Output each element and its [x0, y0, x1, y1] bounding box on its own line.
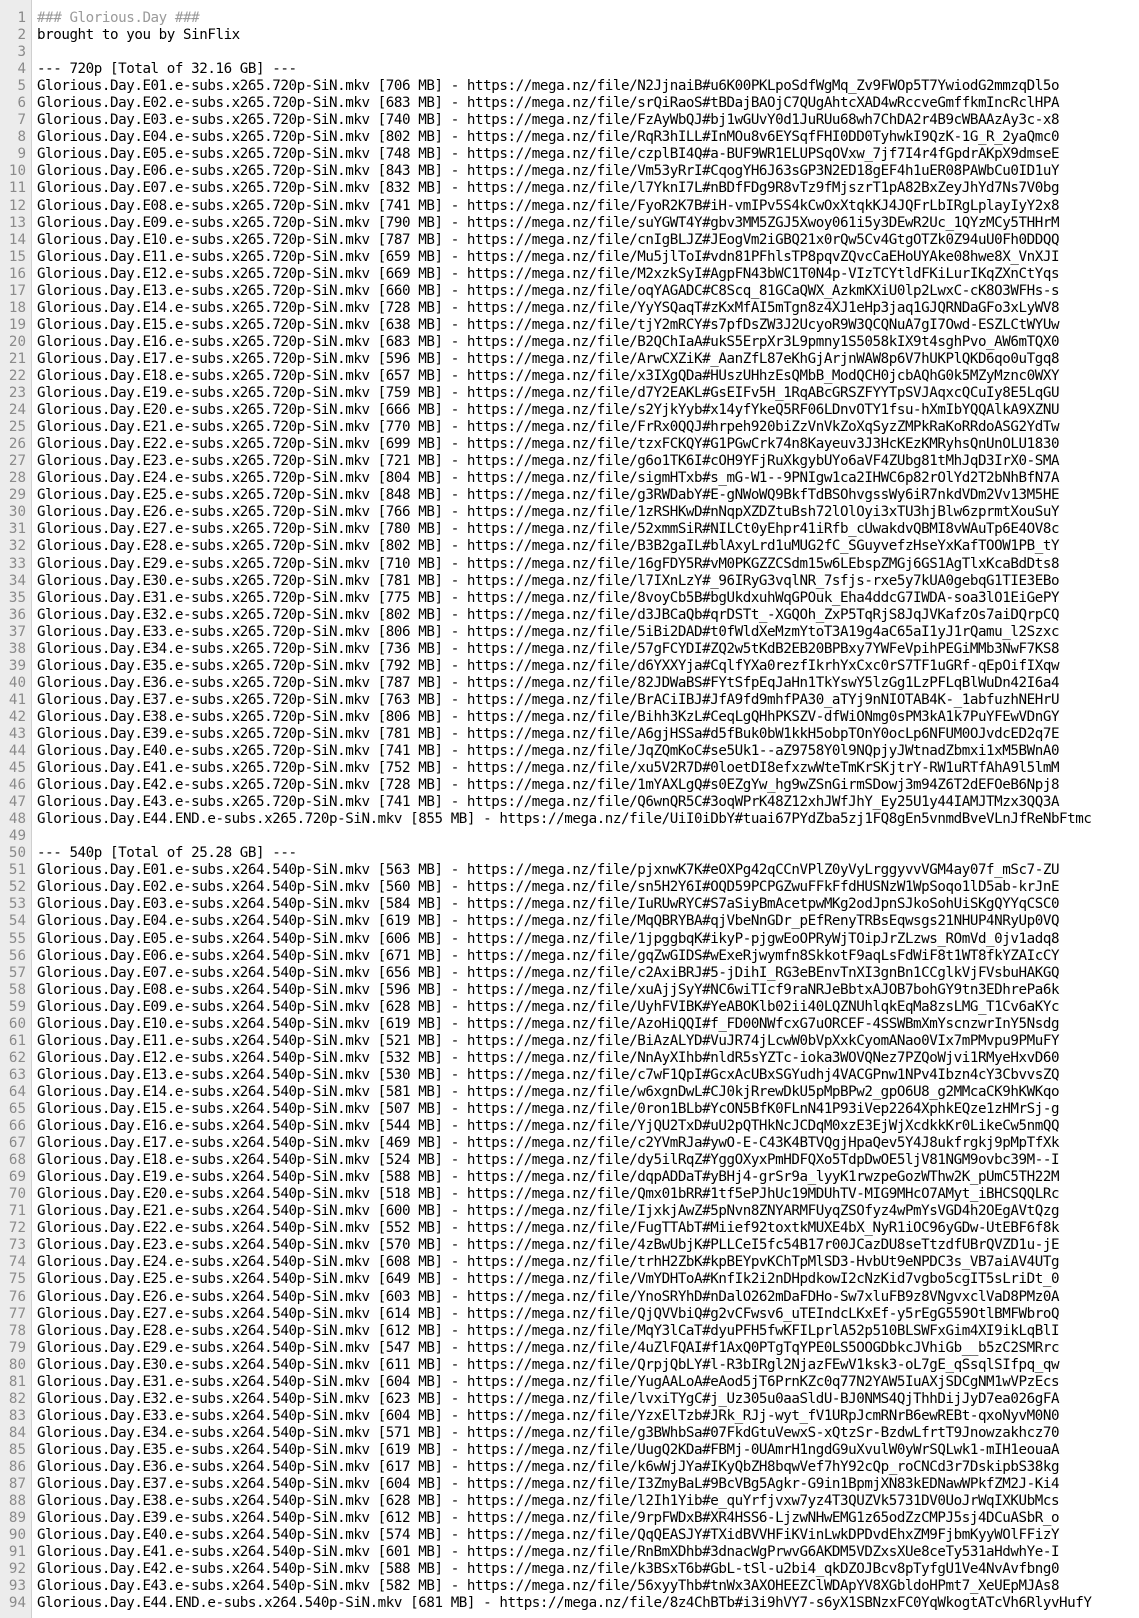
line-number: 13 — [8, 214, 26, 231]
line-number: 37 — [8, 623, 26, 640]
text-line — [0, 1152, 1139, 1169]
line-number: 75 — [8, 1271, 26, 1288]
line-text: Glorious.Day.E22.e-subs.x265.720p-SiN.mkv [699 MB] - https://mega.nz/file/tzxFCKQY#G1PGwCrk74n8Kayeuv3J3HcKEzKMRyhsQnUnOLU1830 — [37, 436, 1060, 453]
text-line — [0, 538, 1139, 555]
line-text: Glorious.Day.E27.e-subs.x264.540p-SiN.mkv [614 MB] - https://mega.nz/file/QjQVVbiQ#g2vCFwsv6_uTEIndcLKxEf-y5rEgG559OtlBMFWbroQ — [37, 1305, 1060, 1322]
line-text: Glorious.Day.E14.e-subs.x264.540p-SiN.mkv [581 MB] - https://mega.nz/file/w6xgnDwL#CJ0kjRrewDkU5pMpBPw2_gpO6U8_g2MMcaCK9hKWKqo — [37, 1083, 1060, 1100]
line-number: 3 — [17, 44, 26, 61]
line-text: Glorious.Day.E43.e-subs.x265.720p-SiN.mkv [741 MB] - https://mega.nz/file/Q6wnQR5C#3oqWPrK48Z12xhJWfJhY_Ey25U1y44IAMJTMzx3QQ3A — [37, 794, 1060, 811]
text-line — [0, 61, 1139, 78]
text-line — [0, 1050, 1139, 1067]
line-number: 22 — [8, 367, 26, 384]
line-text: Glorious.Day.E11.e-subs.x264.540p-SiN.mkv [521 MB] - https://mega.nz/file/BiAzALYD#VuJR74jLcwW0bVpXxkCyomANao0VIx7mPMvpu9PMuFY — [37, 1032, 1060, 1049]
line-number: 78 — [8, 1322, 26, 1339]
line-number: 32 — [8, 538, 26, 555]
line-number: 48 — [8, 811, 26, 828]
text-line — [0, 334, 1139, 351]
line-text: Glorious.Day.E10.e-subs.x265.720p-SiN.mkv [787 MB] - https://mega.nz/file/cnIgBLJZ#JEogVm2iGBQ21x0rQw5Cv4GtgOTZk0Z94uU0Fh0DDQQ — [37, 231, 1060, 248]
line-number: 84 — [8, 1424, 26, 1441]
line-text: Glorious.Day.E31.e-subs.x264.540p-SiN.mkv [604 MB] - https://mega.nz/file/YugAALoA#eAod5jT6PrnKZc0q77N2YAW5IuAXjSDCgNM1wVPzEcs — [37, 1373, 1060, 1390]
text-line — [0, 879, 1139, 896]
line-number: 54 — [8, 913, 26, 930]
text-line — [0, 760, 1139, 777]
line-text: Glorious.Day.E15.e-subs.x265.720p-SiN.mkv [638 MB] - https://mega.nz/file/tjY2mRCY#s7pfDsZW3J2UcyoR9W3QCQNuA7gI7Owd-ESZLCtWYUw — [37, 316, 1060, 333]
text-line — [0, 1237, 1139, 1254]
line-number: 81 — [8, 1373, 26, 1390]
line-text: Glorious.Day.E44.END.e-subs.x265.720p-SiN.mkv [855 MB] - https://mega.nz/file/UiI0iDbY#tuai67PYdZba5zj1FQ8gEn5vnmdBveVLnJfReNbFtmc — [37, 811, 1092, 828]
text-line — [0, 913, 1139, 930]
text-line — [0, 982, 1139, 999]
text-line — [0, 95, 1139, 112]
line-text: ### Glorious.Day ### — [37, 10, 200, 26]
line-number: 91 — [8, 1544, 26, 1561]
text-line — [0, 1323, 1139, 1340]
text-line — [0, 402, 1139, 419]
line-number: 29 — [8, 487, 26, 504]
text-line — [0, 436, 1139, 453]
text-line — [0, 1544, 1139, 1561]
line-number: 52 — [8, 879, 26, 896]
line-text: Glorious.Day.E31.e-subs.x265.720p-SiN.mkv [775 MB] - https://mega.nz/file/8voyCb5B#bgUkdxuhWqGPOuk_Eha4ddcG7IWDA-soa3lO1EiGePY — [37, 589, 1060, 606]
line-number: 15 — [8, 248, 26, 265]
line-number: 61 — [8, 1032, 26, 1049]
line-text: Glorious.Day.E33.e-subs.x265.720p-SiN.mkv [806 MB] - https://mega.nz/file/5iBi2DAD#t0fWldXeMzmYtoT3A19g4aC65aI1yJ1rQamu_l2Szxc — [37, 623, 1060, 640]
line-number: 93 — [8, 1578, 26, 1595]
line-number: 50 — [8, 845, 26, 862]
line-number: 25 — [8, 419, 26, 436]
line-number: 76 — [8, 1288, 26, 1305]
line-number: 60 — [8, 1015, 26, 1032]
line-text: Glorious.Day.E20.e-subs.x264.540p-SiN.mkv [518 MB] - https://mega.nz/file/Qmx01bRR#1tf5ePJhUc19MDUhTV-MIG9MHcO7AMyt_iBHCSQQLRc — [37, 1186, 1060, 1203]
line-number: 42 — [8, 708, 26, 725]
line-text: Glorious.Day.E35.e-subs.x265.720p-SiN.mkv [792 MB] - https://mega.nz/file/d6YXXYja#CqlfYXa0rezfIkrhYxCxc0rS7TF1uGRf-qEpOifIXqw — [37, 657, 1060, 674]
line-text: Glorious.Day.E37.e-subs.x265.720p-SiN.mkv [763 MB] - https://mega.nz/file/BrACiIBJ#JfA9fd9mhfPA30_aTYj9nNIOTAB4K-_1abfuzhNEHrU — [37, 691, 1060, 708]
line-number: 92 — [8, 1561, 26, 1578]
text-line — [0, 1016, 1139, 1033]
text-line — [0, 777, 1139, 794]
line-number: 74 — [8, 1254, 26, 1271]
text-line — [0, 453, 1139, 470]
line-number: 44 — [8, 743, 26, 760]
line-number: 17 — [8, 282, 26, 299]
text-line — [0, 1578, 1139, 1595]
text-line — [0, 44, 1139, 61]
line-text: Glorious.Day.E28.e-subs.x265.720p-SiN.mkv [802 MB] - https://mega.nz/file/B3B2gaIL#blAxyLrd1uMUG2fC_SGuyvefzHseYxKafTOOW1PB_tY — [37, 538, 1060, 555]
line-text: Glorious.Day.E42.e-subs.x264.540p-SiN.mkv [588 MB] - https://mega.nz/file/k3BSxT6b#GbL-tSl-u2bi4_qkDZOJBcv8pTyfgU1Ve4NvAvfbng0 — [37, 1561, 1060, 1578]
line-number: 6 — [17, 95, 26, 112]
text-line — [0, 521, 1139, 538]
text-line — [0, 862, 1139, 879]
text-line — [0, 845, 1139, 862]
text-line — [0, 573, 1139, 590]
line-number: 7 — [17, 112, 26, 129]
text-line — [0, 1203, 1139, 1220]
text-line — [0, 283, 1139, 300]
line-text: Glorious.Day.E30.e-subs.x264.540p-SiN.mkv [611 MB] - https://mega.nz/file/QrpjQbLY#l-R3bIRgl2NjazFEwV1ksk3-oL7gE_qSsqlSIfpq_qw — [37, 1356, 1060, 1373]
line-number: 19 — [8, 316, 26, 333]
line-text: Glorious.Day.E26.e-subs.x264.540p-SiN.mkv [603 MB] - https://mega.nz/file/YnoSRYhD#nDalO262mDaFDHo-Sw7xluFB9z8VNgvxclVaD8PMz0A — [37, 1288, 1060, 1305]
line-number: 21 — [8, 350, 26, 367]
line-number: 67 — [8, 1135, 26, 1152]
line-text: Glorious.Day.E30.e-subs.x265.720p-SiN.mkv [781 MB] - https://mega.nz/file/l7IXnLzY#_96IRyG3vqlNR_7sfjs-rxe5y7kUA0gebqG1TIE3EBo — [37, 572, 1060, 589]
text-line — [0, 1493, 1139, 1510]
line-text: Glorious.Day.E20.e-subs.x265.720p-SiN.mkv [666 MB] - https://mega.nz/file/s2YjkYyb#x14yfYkeQ5RF06LDnvOTY1fsu-hXmIbYQQAlkA9XZNU — [37, 402, 1060, 419]
line-text: Glorious.Day.E19.e-subs.x265.720p-SiN.mkv [759 MB] - https://mega.nz/file/d7Y2EAKL#GsEIFv5H_1RqABcGRSZFYYTpSVJAqxcQCuIy8E5LqGU — [37, 385, 1060, 402]
line-number: 45 — [8, 760, 26, 777]
text-line — [0, 198, 1139, 215]
line-text: Glorious.Day.E38.e-subs.x265.720p-SiN.mkv [806 MB] - https://mega.nz/file/Bihh3KzL#CeqLgQHhPKSZV-dfWiONmg0sPM3kA1k7PuYFEwVDnGY — [37, 708, 1060, 725]
text-line — [0, 487, 1139, 504]
line-number: 38 — [8, 640, 26, 657]
line-number: 2 — [17, 27, 26, 44]
line-text: Glorious.Day.E33.e-subs.x264.540p-SiN.mkv [604 MB] - https://mega.nz/file/YzxElTzb#JRk_RJj-wyt_fV1URpJcmRNrB6ewREBt-qxoNyvM0N0 — [37, 1407, 1060, 1424]
text-line — [0, 1289, 1139, 1306]
text-line — [0, 1033, 1139, 1050]
text-line — [0, 266, 1139, 283]
line-text: Glorious.Day.E09.e-subs.x264.540p-SiN.mkv [628 MB] - https://mega.nz/file/UyhFVIBK#YeABOKlb02ii40LQZNUhlqkEqMa8zsLMG_T1Cv6aKYc — [37, 998, 1060, 1015]
line-text: Glorious.Day.E11.e-subs.x265.720p-SiN.mkv [659 MB] - https://mega.nz/file/Mu5jlToI#vdn81PFhlsTP8pqvZQvcCaEHoUYAke08hwe8X_VnXJI — [37, 248, 1060, 265]
line-number: 83 — [8, 1407, 26, 1424]
line-text: Glorious.Day.E16.e-subs.x265.720p-SiN.mkv [683 MB] - https://mega.nz/file/B2QChIaA#ukS5ErpXr3L9pmny1S5058kIX9t4sghPvo_AW6mTQX0 — [37, 333, 1060, 350]
line-text: Glorious.Day.E01.e-subs.x264.540p-SiN.mkv [563 MB] - https://mega.nz/file/pjxnwK7K#eOXPg42qCCnVPlZ0yVyLrggyvvVGM4ay07f_mSc7-ZU — [37, 862, 1060, 879]
text-line — [0, 215, 1139, 232]
text-line — [0, 965, 1139, 982]
line-text: Glorious.Day.E41.e-subs.x264.540p-SiN.mkv [601 MB] - https://mega.nz/file/RnBmXDhb#3dnacWgPrwvG6AKDM5VDZxsXUe8ceTy531aHdwhYe-I — [37, 1544, 1060, 1561]
line-number: 73 — [8, 1237, 26, 1254]
line-text: Glorious.Day.E08.e-subs.x264.540p-SiN.mkv [596 MB] - https://mega.nz/file/xuAjjSyY#NC6wiTIcf9raNRJeBbtxAJOB7bohGY9tn3EDhrePa6k — [37, 981, 1060, 998]
line-number: 35 — [8, 589, 26, 606]
text-line — [0, 1408, 1139, 1425]
line-number: 64 — [8, 1083, 26, 1100]
text-line — [0, 624, 1139, 641]
line-text: Glorious.Day.E09.e-subs.x265.720p-SiN.mkv [790 MB] - https://mega.nz/file/suYGWT4Y#gbv3MM5ZGJ5Xwoy061i5y3DEwR2Uc_1QYzMCy5THHrM — [37, 214, 1060, 231]
line-text: Glorious.Day.E28.e-subs.x264.540p-SiN.mkv [612 MB] - https://mega.nz/file/MqY3lCaT#dyuPFH5fwKFILprlA52p510BLSWFxGim4XI9ikLqBlI — [37, 1322, 1060, 1339]
text-line — [0, 27, 1139, 44]
line-number: 4 — [17, 61, 26, 78]
text-line — [0, 180, 1139, 197]
text-line — [0, 1442, 1139, 1459]
line-text: Glorious.Day.E41.e-subs.x265.720p-SiN.mkv [752 MB] - https://mega.nz/file/xu5V2R7D#0loetDI8efxzwWteTmKrSKjtrY-RW1uRTfAhA9l5lmM — [37, 760, 1060, 777]
line-number: 20 — [8, 333, 26, 350]
text-line — [0, 1135, 1139, 1152]
text-line — [0, 504, 1139, 521]
line-number: 66 — [8, 1118, 26, 1135]
line-text: Glorious.Day.E06.e-subs.x265.720p-SiN.mkv [843 MB] - https://mega.nz/file/Vm53yRrI#CqogYH6J63sGP3N2ED18gEF4h1uER08PAWbCu0ID1uY — [37, 163, 1060, 180]
line-number: 40 — [8, 674, 26, 691]
text-line — [0, 1561, 1139, 1578]
line-text: Glorious.Day.E07.e-subs.x264.540p-SiN.mkv [656 MB] - https://mega.nz/file/c2AxiBRJ#5-jDihI_RG3eBEnvTnXI3gnBn1CCglkVjFVsbuHAKGQ — [37, 964, 1060, 981]
line-text: Glorious.Day.E13.e-subs.x265.720p-SiN.mkv [660 MB] - https://mega.nz/file/oqYAGADC#C8Scq_81GCaQWX_AzkmKXiU0lp2LwxC-cK8O3WFHs-s — [37, 282, 1060, 299]
line-text: Glorious.Day.E43.e-subs.x264.540p-SiN.mkv [582 MB] - https://mega.nz/file/56xyyThb#tnWx3AXOHEEZClWDApYV8XGbldoHPmt7_XeUEpMJAs8 — [37, 1578, 1060, 1595]
line-number: 18 — [8, 299, 26, 316]
text-line — [0, 675, 1139, 692]
text-line — [0, 931, 1139, 948]
line-number: 56 — [8, 947, 26, 964]
line-number: 36 — [8, 606, 26, 623]
text-line — [0, 112, 1139, 129]
text-line — [0, 368, 1139, 385]
line-text: Glorious.Day.E24.e-subs.x265.720p-SiN.mkv [804 MB] - https://mega.nz/file/sigmHTxb#s_mG-W1--9PNIgw1ca2IHWC6p82rOlYd2T2bNhBfN7A — [37, 470, 1060, 487]
line-number: 27 — [8, 453, 26, 470]
line-number: 80 — [8, 1356, 26, 1373]
text-line — [0, 743, 1139, 760]
line-text: Glorious.Day.E25.e-subs.x264.540p-SiN.mkv [649 MB] - https://mega.nz/file/VmYDHToA#KnfIk2i2nDHpdkowI2cNzKid7vgbo5cgIT5sLriDt_0 — [37, 1271, 1060, 1288]
text-line — [0, 1459, 1139, 1476]
line-number: 87 — [8, 1476, 26, 1493]
line-number: 77 — [8, 1305, 26, 1322]
line-text: Glorious.Day.E40.e-subs.x265.720p-SiN.mkv [741 MB] - https://mega.nz/file/JqZQmKoC#se5Uk1--aZ9758Y0l9NQpjyJWtnadZbmxi1xM5BWnA0 — [37, 743, 1060, 760]
line-number: 43 — [8, 725, 26, 742]
line-text: Glorious.Day.E21.e-subs.x264.540p-SiN.mkv [600 MB] - https://mega.nz/file/IjxkjAwZ#5pNvn8ZNYARMFUyqZSOfyz4wPmYsVGD4h2OEgAVtQzg — [37, 1203, 1060, 1220]
text-line — [0, 607, 1139, 624]
line-number: 71 — [8, 1203, 26, 1220]
line-text: Glorious.Day.E18.e-subs.x265.720p-SiN.mkv [657 MB] - https://mega.nz/file/x3IXgQDa#HUszUHhzEsQMbB_ModQCH0jcbAQhG0k5MZyMznc0WXY — [37, 367, 1060, 384]
line-text: Glorious.Day.E39.e-subs.x265.720p-SiN.mkv [781 MB] - https://mega.nz/file/A6gjHSSa#d5fBuk0bW1kkH5obpTOnY0ocLp6NFUM0OJvdcED2q7E — [37, 725, 1060, 742]
line-text: Glorious.Day.E32.e-subs.x264.540p-SiN.mkv [623 MB] - https://mega.nz/file/lvxiTYgC#j_Uz305u0aaSldU-BJ0NMS4QjThhDijJyD7ea026gFA — [37, 1390, 1060, 1407]
line-number: 70 — [8, 1186, 26, 1203]
line-text: Glorious.Day.E38.e-subs.x264.540p-SiN.mkv [628 MB] - https://mega.nz/file/l2Ih1Yib#e_quYrfjvxw7yz4T3QUZVk5731DV0UoJrWqIXKUbMcs — [37, 1493, 1060, 1510]
text-line — [0, 658, 1139, 675]
line-number: 89 — [8, 1510, 26, 1527]
line-text: Glorious.Day.E24.e-subs.x264.540p-SiN.mkv [608 MB] - https://mega.nz/file/trhH2ZbK#kpBEYpvKChTpMlSD3-HvbUt9eNPDC3s_VB7aiAV4UTg — [37, 1254, 1060, 1271]
text-line — [0, 1220, 1139, 1237]
line-text: Glorious.Day.E12.e-subs.x264.540p-SiN.mkv [532 MB] - https://mega.nz/file/NnAyXIhb#nldR5sYZTc-ioka3WOVQNez7PZQoWjvi1RMyeHxvD60 — [37, 1049, 1060, 1066]
text-line — [0, 10, 1139, 27]
text-line — [0, 692, 1139, 709]
line-text: Glorious.Day.E18.e-subs.x264.540p-SiN.mkv [524 MB] - https://mega.nz/file/dy5ilRqZ#YggOXyxPmHDFQXo5TdpDwOE5ljV81NGM9ovbc39M--I — [37, 1152, 1060, 1169]
text-line — [0, 1254, 1139, 1271]
text-content — [0, 10, 1139, 1612]
line-text: Glorious.Day.E05.e-subs.x264.540p-SiN.mkv [606 MB] - https://mega.nz/file/1jpggbqK#ikyP-pjgwEoOPRyWjTOipJrZLzws_ROmVd_0jv1adq8 — [37, 930, 1060, 947]
text-line — [0, 385, 1139, 402]
line-text: Glorious.Day.E14.e-subs.x265.720p-SiN.mkv [728 MB] - https://mega.nz/file/YyYSQaqT#zKxMfAI5mTgn8z4XJ1eHp3jaq1GJQRNDaGFo3xLyWV8 — [37, 299, 1060, 316]
text-line — [0, 351, 1139, 368]
line-text: Glorious.Day.E17.e-subs.x264.540p-SiN.mkv [469 MB] - https://mega.nz/file/c2YVmRJa#ywO-E-C43K4BTVQgjHpaQev5Y4J8ukfrgkj9pMpTfXk — [37, 1135, 1060, 1152]
line-text: Glorious.Day.E13.e-subs.x264.540p-SiN.mkv [530 MB] - https://mega.nz/file/c7wF1QpI#GcxAcUBxSGYudhj4VACGPnw1NPv4Ibzn4cY3CbvvsZQ — [37, 1066, 1060, 1083]
text-line — [0, 896, 1139, 913]
text-line — [0, 1067, 1139, 1084]
line-number: 88 — [8, 1493, 26, 1510]
line-text: Glorious.Day.E08.e-subs.x265.720p-SiN.mkv [741 MB] - https://mega.nz/file/FyoR2K7B#iH-vmIPv5S4kCwOxXtqkKJ4JQFrLbIRgLplayIyY2x8 — [37, 197, 1060, 214]
line-number: 53 — [8, 896, 26, 913]
text-line — [0, 1118, 1139, 1135]
line-text: Glorious.Day.E15.e-subs.x264.540p-SiN.mkv [507 MB] - https://mega.nz/file/0ron1BLb#YcON5BfK0FLnN41P93iVep2264XphkEQze1zHMrSj-g — [37, 1101, 1060, 1117]
line-text: Glorious.Day.E03.e-subs.x265.720p-SiN.mkv [740 MB] - https://mega.nz/file/FzAyWbQJ#bj1wGUvY0d1JuRUu68wh7ChDA2r4B9cWBAAzAy3c-x8 — [37, 112, 1060, 129]
line-text: Glorious.Day.E23.e-subs.x265.720p-SiN.mkv [721 MB] - https://mega.nz/file/g6o1TK6I#cOH9YFjRuXkgybUYo6aVF4ZUbg81tMhJqD3IrX0-SMA — [37, 453, 1060, 470]
line-text: --- 720p [Total of 32.16 GB] --- — [37, 61, 297, 78]
line-number: 82 — [8, 1390, 26, 1407]
text-line — [0, 1476, 1139, 1493]
line-number: 28 — [8, 470, 26, 487]
line-text: Glorious.Day.E17.e-subs.x265.720p-SiN.mkv [596 MB] - https://mega.nz/file/ArwCXZiK#_AanZfL87eKhGjArjnWAW8p6V7hUKPlQKD6qo0uTgq8 — [37, 350, 1060, 367]
text-line — [0, 811, 1139, 828]
text-line — [0, 828, 1139, 845]
text-line — [0, 1357, 1139, 1374]
line-number: 23 — [8, 385, 26, 402]
line-text: Glorious.Day.E19.e-subs.x264.540p-SiN.mkv [588 MB] - https://mega.nz/file/dqpADDaT#yBHj4-grSr9a_lyyK1rwzpeGozWThw2K_pUmC5TH22M — [37, 1169, 1060, 1186]
line-text: Glorious.Day.E39.e-subs.x264.540p-SiN.mkv [612 MB] - https://mega.nz/file/9rpFWDxB#XR4HSS6-LjzwNHwEMG1z65odZzCMPJ5sj4DCuASbR_o — [37, 1510, 1060, 1527]
line-number: 12 — [8, 197, 26, 214]
line-text: --- 540p [Total of 25.28 GB] --- — [37, 845, 297, 862]
line-text: Glorious.Day.E37.e-subs.x264.540p-SiN.mkv [604 MB] - https://mega.nz/file/I3ZmyBaL#9BcVBg5Agkr-G9in1BpmjXN83kEDNawWPkfZM2J-Ki4 — [37, 1476, 1060, 1493]
line-text: Glorious.Day.E01.e-subs.x265.720p-SiN.mkv [706 MB] - https://mega.nz/file/N2JjnaiB#u6K00PKLpoSdfWgMq_Zv9FWOp5T7YwiodG2mmzqDl5o — [37, 78, 1060, 95]
line-text: Glorious.Day.E06.e-subs.x264.540p-SiN.mkv [671 MB] - https://mega.nz/file/gqZwGIDS#wExeRjwymfn8SkkotF9aqLsFdWiF8t1WT8fkYZAIcCY — [37, 947, 1060, 964]
line-number: 8 — [17, 129, 26, 146]
line-text: Glorious.Day.E40.e-subs.x264.540p-SiN.mkv [574 MB] - https://mega.nz/file/QqQEASJY#TXidBVVHFiKVinLwkDPDvdEhxZM9FjbmKyyWOlFFizY — [37, 1527, 1060, 1544]
line-number: 24 — [8, 402, 26, 419]
text-line — [0, 1169, 1139, 1186]
line-number: 14 — [8, 231, 26, 248]
line-number: 31 — [8, 521, 26, 538]
line-number: 85 — [8, 1441, 26, 1458]
line-number: 33 — [8, 555, 26, 572]
text-line — [0, 726, 1139, 743]
line-text: Glorious.Day.E02.e-subs.x264.540p-SiN.mkv [560 MB] - https://mega.nz/file/sn5H2Y6I#OQD59PCPGZwuFFkFfdHUSNzW1WpSoqo1lD5ab-krJnE — [37, 879, 1060, 896]
line-number: 65 — [8, 1101, 26, 1117]
text-line — [0, 1306, 1139, 1323]
line-text: Glorious.Day.E23.e-subs.x264.540p-SiN.mkv [570 MB] - https://mega.nz/file/4zBwUbjK#PLLCeI5fc54B17r00JCazDU8seTtzdfUBrQVZD1u-jE — [37, 1237, 1060, 1254]
text-line — [0, 641, 1139, 658]
text-line — [0, 556, 1139, 573]
text-line — [0, 948, 1139, 965]
line-number: 16 — [8, 265, 26, 282]
line-text: Glorious.Day.E26.e-subs.x265.720p-SiN.mkv [766 MB] - https://mega.nz/file/1zRSHKwD#nNqpXZDZtuBsh72lOlOyi3xTU3hjBlw6zprmtXouSuY — [37, 504, 1060, 521]
text-line — [0, 1595, 1139, 1612]
text-line — [0, 470, 1139, 487]
text-line — [0, 1510, 1139, 1527]
line-text: Glorious.Day.E16.e-subs.x264.540p-SiN.mkv [544 MB] - https://mega.nz/file/YjQU2TxD#uU2pQTHkNcJCDqM0xzE3EjWjXcdkkKr0LikeCw5nmQQ — [37, 1118, 1060, 1135]
line-text: Glorious.Day.E36.e-subs.x264.540p-SiN.mkv [617 MB] - https://mega.nz/file/k6wWjJYa#IKyQbZH8bqwVef7hY92cQp_roCNCd3r7DskipbS38kg — [37, 1458, 1060, 1475]
line-number: 5 — [17, 78, 26, 95]
text-line — [0, 249, 1139, 266]
text-line — [0, 590, 1139, 607]
line-number: 55 — [8, 930, 26, 947]
line-text: Glorious.Day.E12.e-subs.x265.720p-SiN.mkv [669 MB] - https://mega.nz/file/M2xzkSyI#AgpFN43bWC1T0N4p-VIzTCYtldFKiLurIKqZXnCtYqs — [37, 265, 1060, 282]
text-line — [0, 1374, 1139, 1391]
line-text: Glorious.Day.E03.e-subs.x264.540p-SiN.mkv [584 MB] - https://mega.nz/file/IuRUwRYC#S7aSiyBmAcetpwMKg2odJpnSJkoSohUiSKgQYYqCSC0 — [37, 896, 1060, 913]
text-line — [0, 1271, 1139, 1288]
text-line — [0, 794, 1139, 811]
text-line — [0, 709, 1139, 726]
text-line — [0, 1425, 1139, 1442]
text-line — [0, 163, 1139, 180]
line-number: 57 — [8, 964, 26, 981]
line-text: Glorious.Day.E04.e-subs.x264.540p-SiN.mkv [619 MB] - https://mega.nz/file/MqQBRYBA#qjVbeNnGDr_pEfRenyTRBsEqwsgs21NHUP4NRyUp0VQ — [37, 913, 1060, 930]
line-text: Glorious.Day.E36.e-subs.x265.720p-SiN.mkv [787 MB] - https://mega.nz/file/82JDWaBS#FYtSfpEqJaHn1TkYswY5lzGg1LzPFLqBlWuDn42I6a4 — [37, 674, 1060, 691]
text-line — [0, 1391, 1139, 1408]
line-number: 39 — [8, 657, 26, 674]
line-number: 10 — [8, 163, 26, 180]
line-text: Glorious.Day.E21.e-subs.x265.720p-SiN.mkv [770 MB] - https://mega.nz/file/FrRx0QQJ#hrpeh920biZzVnVkZoXqSyzZMPkRaKoRRdoASG2YdTw — [37, 419, 1060, 436]
line-number: 1 — [17, 10, 26, 26]
line-text: Glorious.Day.E34.e-subs.x264.540p-SiN.mkv [571 MB] - https://mega.nz/file/g3BWhbSa#07FkdGtuVewxS-xQtzSr-BzdwLfrtT9Jnowzakhcz70 — [37, 1424, 1060, 1441]
line-number: 63 — [8, 1066, 26, 1083]
text-line — [0, 1527, 1139, 1544]
line-text: Glorious.Day.E44.END.e-subs.x264.540p-SiN.mkv [681 MB] - https://mega.nz/file/8z4ChBTb#i3i9hVY7-s6yX1SBNzxFC0YqWkogtATcVh6RlyvHufY — [37, 1595, 1092, 1612]
line-text: Glorious.Day.E29.e-subs.x264.540p-SiN.mkv [547 MB] - https://mega.nz/file/4uZlFQAI#f1AxQ0PTgTqYPE0LS5OOGDbkcJVhiGb__b5zC2SMRrc — [37, 1339, 1060, 1356]
line-number: 90 — [8, 1527, 26, 1544]
line-number: 30 — [8, 504, 26, 521]
line-number: 79 — [8, 1339, 26, 1356]
line-text: Glorious.Day.E05.e-subs.x265.720p-SiN.mkv [748 MB] - https://mega.nz/file/czplBI4Q#a-BUF9WR1ELUPSqOVxw_7jf7I4r4fGpdrAKpX9dmseE — [37, 146, 1060, 163]
text-line — [0, 1101, 1139, 1118]
line-text: Glorious.Day.E07.e-subs.x265.720p-SiN.mkv [832 MB] - https://mega.nz/file/l7YknI7L#nBDfFDg9R8vTz9fMjszrT1pA82BxZeyJhYd7Ns7V0bg — [37, 180, 1060, 197]
line-number: 34 — [8, 572, 26, 589]
line-text: brought to you by SinFlix — [37, 27, 240, 44]
line-number: 62 — [8, 1049, 26, 1066]
line-number: 51 — [8, 862, 26, 879]
line-number: 46 — [8, 777, 26, 794]
line-number: 72 — [8, 1220, 26, 1237]
text-line — [0, 999, 1139, 1016]
line-text: Glorious.Day.E25.e-subs.x265.720p-SiN.mkv [848 MB] - https://mega.nz/file/g3RWDabY#E-gNWoWQ9BkfTdBSOhvgssWy6iR7nkdVDm2Vv13M5HE — [37, 487, 1060, 504]
line-number: 94 — [8, 1595, 26, 1612]
line-number: 86 — [8, 1458, 26, 1475]
text-line — [0, 1340, 1139, 1357]
text-line — [0, 1084, 1139, 1101]
line-text: Glorious.Day.E04.e-subs.x265.720p-SiN.mkv [802 MB] - https://mega.nz/file/RqR3hILL#InMOu8v6EYSqfFHI0DD0TyhwkI9QzK-1G_R_2yaQmc0 — [37, 129, 1060, 146]
line-number: 69 — [8, 1169, 26, 1186]
line-number: 47 — [8, 794, 26, 811]
text-line — [0, 300, 1139, 317]
text-line — [0, 146, 1139, 163]
line-number: 59 — [8, 998, 26, 1015]
line-text: Glorious.Day.E32.e-subs.x265.720p-SiN.mkv [802 MB] - https://mega.nz/file/d3JBCaQb#qrDSTt_-XGQOh_ZxP5TqRjS8JqJVKafzOs7aiDQrpCQ — [37, 606, 1060, 623]
text-line — [0, 419, 1139, 436]
line-number: 58 — [8, 981, 26, 998]
line-text: Glorious.Day.E29.e-subs.x265.720p-SiN.mkv [710 MB] - https://mega.nz/file/16gFDY5R#vM0PKGZZCSdm15w6LEbspZMGj6GS1AgTlxKcaBdDts8 — [37, 555, 1060, 572]
text-line — [0, 129, 1139, 146]
line-number: 26 — [8, 436, 26, 453]
line-number: 11 — [8, 180, 26, 197]
line-number: 9 — [17, 146, 26, 163]
line-text: Glorious.Day.E22.e-subs.x264.540p-SiN.mkv [552 MB] - https://mega.nz/file/FugTTAbT#Miief92toxtkMUXE4bX_NyR1iOC96yGDw-UtEBF6f8k — [37, 1220, 1060, 1237]
line-text: Glorious.Day.E42.e-subs.x265.720p-SiN.mkv [728 MB] - https://mega.nz/file/1mYAXLgQ#s0EZgYw_hg9wZSnGirmSDowj3m94Z6T2dEFOeB6Npj8 — [37, 777, 1060, 794]
line-number: 41 — [8, 691, 26, 708]
text-line — [0, 78, 1139, 95]
line-text: Glorious.Day.E35.e-subs.x264.540p-SiN.mkv [619 MB] - https://mega.nz/file/UugQ2KDa#FBMj-0UAmrH1ngdG9uXvulW0yWrSQLwk1-mIH1eouaA — [37, 1441, 1060, 1458]
line-number: 68 — [8, 1152, 26, 1169]
line-number: 49 — [8, 828, 26, 845]
line-text: Glorious.Day.E10.e-subs.x264.540p-SiN.mkv [619 MB] - https://mega.nz/file/AzoHiQQI#f_FD00NWfcxG7uORCEF-4SSWBmXmYscnzwrInY5Nsdg — [37, 1015, 1060, 1032]
text-line — [0, 317, 1139, 334]
line-text: Glorious.Day.E02.e-subs.x265.720p-SiN.mkv [683 MB] - https://mega.nz/file/srQiRaoS#tBDajBAOjC7QUgAhtcXAD4wRccveGmffkmIncRclHPA — [37, 95, 1060, 112]
text-line — [0, 1186, 1139, 1203]
line-text: Glorious.Day.E27.e-subs.x265.720p-SiN.mkv [780 MB] - https://mega.nz/file/52xmmSiR#NILCt0yEhpr41iRfb_cUwakdvQBMI8vWAuTp6E4OV8c — [37, 521, 1060, 538]
text-line — [0, 232, 1139, 249]
line-text: Glorious.Day.E34.e-subs.x265.720p-SiN.mkv [736 MB] - https://mega.nz/file/57gFCYDI#ZQ2w5tKdB2EB20BPBxy7YWFeVpihPEGiMMb3NwF7KS8 — [37, 640, 1060, 657]
